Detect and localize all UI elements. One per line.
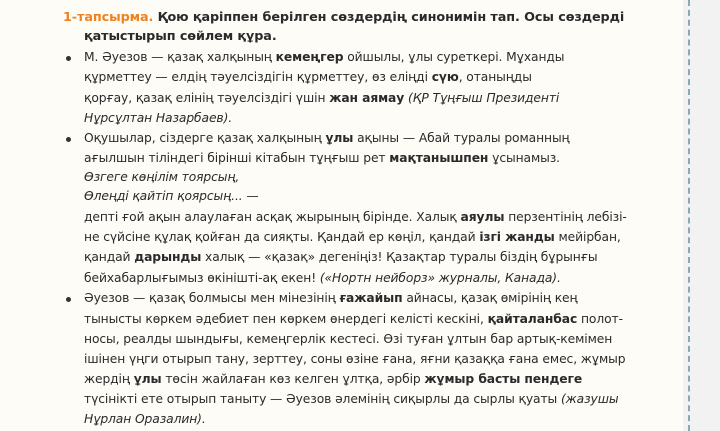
text-span: айнасы, қазақ өмірінің кең — [402, 291, 578, 305]
bullet-icon — [66, 297, 71, 302]
paragraph-line — [84, 187, 259, 205]
paragraph-line — [84, 129, 570, 147]
task-instruction-line2: қатыстырып сөйлем құра. — [84, 29, 277, 44]
text-span: ішінен үңги отырып тану, зерттеу, соны өзіне ғана, яғни қазаққа ғана емес, жұмыр — [84, 352, 626, 366]
paragraph-line — [84, 410, 206, 428]
text-span: мейірбан, — [554, 230, 621, 244]
text-span: полот- — [577, 312, 623, 326]
dashed-divider — [688, 0, 690, 431]
paragraph-line — [84, 248, 597, 266]
text-span: носы, реалды шындығы, кемеңгерлік кестесі. Өзі туған ұлтын бар артық-кемімен — [84, 332, 613, 346]
text-span: ойшылы, ұлы суреткері. Мұханды — [343, 50, 565, 64]
paragraph-line — [84, 109, 232, 127]
text-span: төсін жайлаған көз келген ұлтқа, әрбір — [161, 372, 425, 386]
italic-text: («Нортн нейборз» журналы, Канада). — [319, 271, 561, 285]
paragraph-line — [84, 48, 564, 66]
task-number: 1-тапсырма. — [63, 10, 154, 25]
italic-text: Өзгеге көңілім тоярсың, — [84, 170, 240, 184]
text-span: , отаныңды — [458, 70, 532, 84]
bold-word: дарынды — [134, 250, 202, 264]
text-span: құрметтеу — елдің тәуелсіздігін құрметтеу, өз еліңді — [84, 70, 432, 84]
paragraph-line — [84, 289, 578, 307]
text-span: Әуезов — қазақ болмысы мен мінезінің — [84, 291, 340, 305]
paragraph-line — [84, 269, 561, 287]
task-instruction-line1: Қою қаріппен берілген сөздердің синонимін тап. Осы сөздерді — [157, 10, 625, 25]
paragraph-line — [84, 228, 621, 246]
text-span: қандай — [84, 250, 135, 264]
bold-word: ізгі жанды — [479, 230, 555, 244]
paragraph-line — [84, 208, 627, 226]
text-span: перзентінің лебізі- — [504, 210, 627, 224]
bold-word: ғажайып — [339, 291, 403, 305]
bold-word: жан аямау — [329, 91, 405, 105]
paragraph-line — [84, 350, 625, 368]
text-span: жердің — [84, 372, 134, 386]
text-span: бейхабарлығымыз өкінішті-ақ екен! — [84, 271, 320, 285]
bold-word: ұлы — [133, 372, 162, 386]
bullet-icon — [66, 137, 71, 142]
text-span: ұсынамыз. — [488, 151, 560, 165]
bold-word: кемеңгер — [275, 50, 344, 64]
paragraph-line — [84, 310, 623, 328]
text-span: тынысты көркем әдебиет пен көркем өнердегі келісті кескіні, — [84, 312, 488, 326]
task-heading — [63, 9, 624, 27]
paragraph-line — [84, 330, 612, 348]
text-span: халық — «қазақ» дегеніңіз! Қазақтар туралы біздің бұрынғы — [201, 250, 598, 264]
bold-word: сүю — [431, 70, 459, 84]
bold-word: ұлы — [325, 131, 354, 145]
italic-text: (ҚР Тұңғыш Президенті — [408, 91, 560, 105]
text-span: ақыны — Абай туралы романның — [353, 131, 570, 145]
bold-word: жұмыр басты пендеге — [424, 372, 583, 386]
italic-text: Өлеңді қайтіп қоярсың... — — [84, 189, 259, 203]
text-span: М. Әуезов — қазақ халқының — [84, 50, 276, 64]
bold-word: аяулы — [460, 210, 505, 224]
text-span: Оқушылар, сіздерге қазақ халқының — [84, 131, 326, 145]
text-span: түсінікті ете отырып таныту — Әуезов әлемінің сиқырлы да сырлы қуаты — [84, 392, 561, 406]
paragraph-line — [84, 390, 618, 408]
italic-text: Нұрсұлтан Назарбаев). — [84, 111, 233, 125]
text-span: қорғау, қазақ елінің тәуелсіздігі үшін — [84, 91, 330, 105]
bold-word: мақтанышпен — [389, 151, 489, 165]
paragraph-line — [84, 89, 559, 107]
text-span: депті ғой ақын алаулаған асқақ жырының бірінде. Халық — [84, 210, 461, 224]
bullet-icon — [66, 56, 71, 61]
paragraph-line — [84, 149, 560, 167]
bold-word: қайталанбас — [487, 312, 578, 326]
paragraph-line — [84, 168, 239, 186]
italic-text: (жазушы — [560, 392, 619, 406]
paragraph-line — [84, 370, 582, 388]
text-span: не сүйсіне құлақ қойған да сияқты. Қандай ер көңіл, қандай — [84, 230, 480, 244]
paragraph-line — [84, 68, 532, 86]
text-span: ағылшын тіліндегі бірінші кітабын тұңғыш рет — [84, 151, 390, 165]
italic-text: Нұрлан Оразалин). — [84, 412, 206, 426]
